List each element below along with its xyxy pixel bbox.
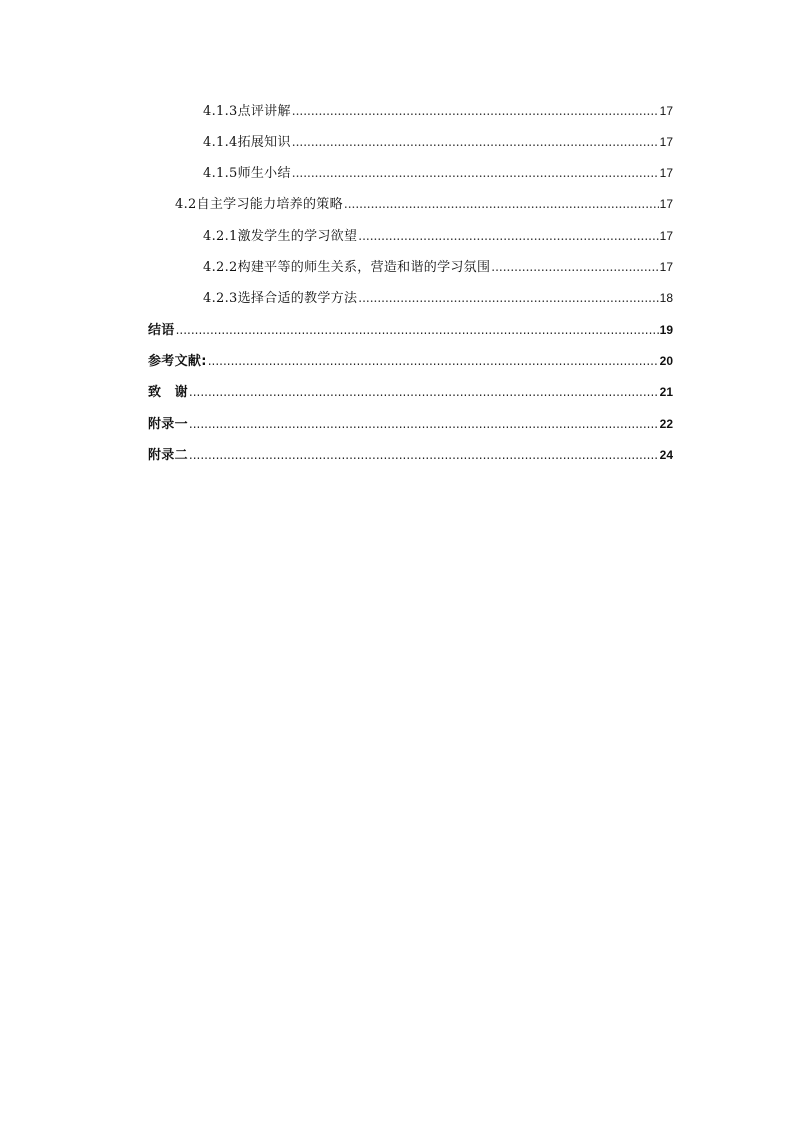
toc-entry-4-1-4[interactable] [203, 132, 673, 152]
dot-leader [358, 226, 658, 246]
toc-entry-references[interactable] [148, 351, 673, 371]
toc-entry-4-1-3[interactable] [203, 101, 673, 121]
dot-leader [208, 351, 659, 371]
toc-entry-title: 附录一 [148, 417, 188, 432]
toc-entry-page: 20 [659, 354, 673, 368]
dot-leader [358, 288, 658, 308]
dot-leader [491, 257, 658, 277]
toc-entry-page: 18 [659, 291, 673, 305]
dot-leader [189, 445, 659, 465]
dot-leader [344, 194, 659, 214]
dot-leader [189, 382, 659, 402]
toc-entry-page: 17 [659, 104, 673, 118]
toc-entry-4-2-3[interactable] [203, 288, 673, 308]
toc-entry-page: 19 [659, 323, 673, 337]
toc-entry-page: 22 [659, 417, 673, 431]
toc-entry-4-2-2[interactable] [203, 257, 673, 277]
toc-entry-appendix-2[interactable] [148, 445, 673, 465]
toc-entry-title: 附录二 [148, 448, 188, 463]
toc-entry-title: 致 谢 [148, 385, 188, 400]
toc-entry-appendix-1[interactable] [148, 414, 673, 434]
toc-entry-title: 4.1.4拓展知识 [203, 135, 291, 150]
toc-entry-title: 4.2.1激发学生的学习欲望 [203, 229, 358, 244]
dot-leader [189, 414, 659, 434]
toc-entry-page: 21 [659, 385, 673, 399]
toc-entry-page: 17 [659, 229, 673, 243]
toc-entry-4-2-1[interactable] [203, 226, 673, 246]
dot-leader [292, 163, 659, 183]
toc-entry-page: 17 [659, 166, 673, 180]
toc-entry-page: 17 [659, 260, 673, 274]
toc-entry-title: 结语 [148, 323, 175, 338]
toc-entry-4-1-5[interactable] [203, 163, 673, 183]
toc-entry-title: 参考文献: [148, 354, 207, 369]
toc-entry-page: 24 [659, 448, 673, 462]
toc-entry-page: 17 [659, 197, 673, 211]
toc-entry-title: 4.1.5师生小结 [203, 166, 291, 181]
toc-entry-page: 17 [659, 135, 673, 149]
toc-entry-acknowledgements[interactable] [148, 382, 673, 402]
toc-entry-4-2[interactable] [175, 194, 673, 214]
dot-leader [292, 101, 659, 121]
dot-leader [292, 132, 659, 152]
toc-entry-title: 4.2.3选择合适的教学方法 [203, 291, 358, 306]
toc-entry-title: 4.2自主学习能力培养的策略 [175, 197, 343, 212]
toc-entry-conclusion[interactable] [148, 320, 673, 340]
dot-leader [176, 320, 659, 340]
toc-entry-title: 4.2.2构建平等的师生关系，营造和谐的学习氛围 [203, 260, 491, 275]
toc-entry-title: 4.1.3点评讲解 [203, 104, 291, 119]
